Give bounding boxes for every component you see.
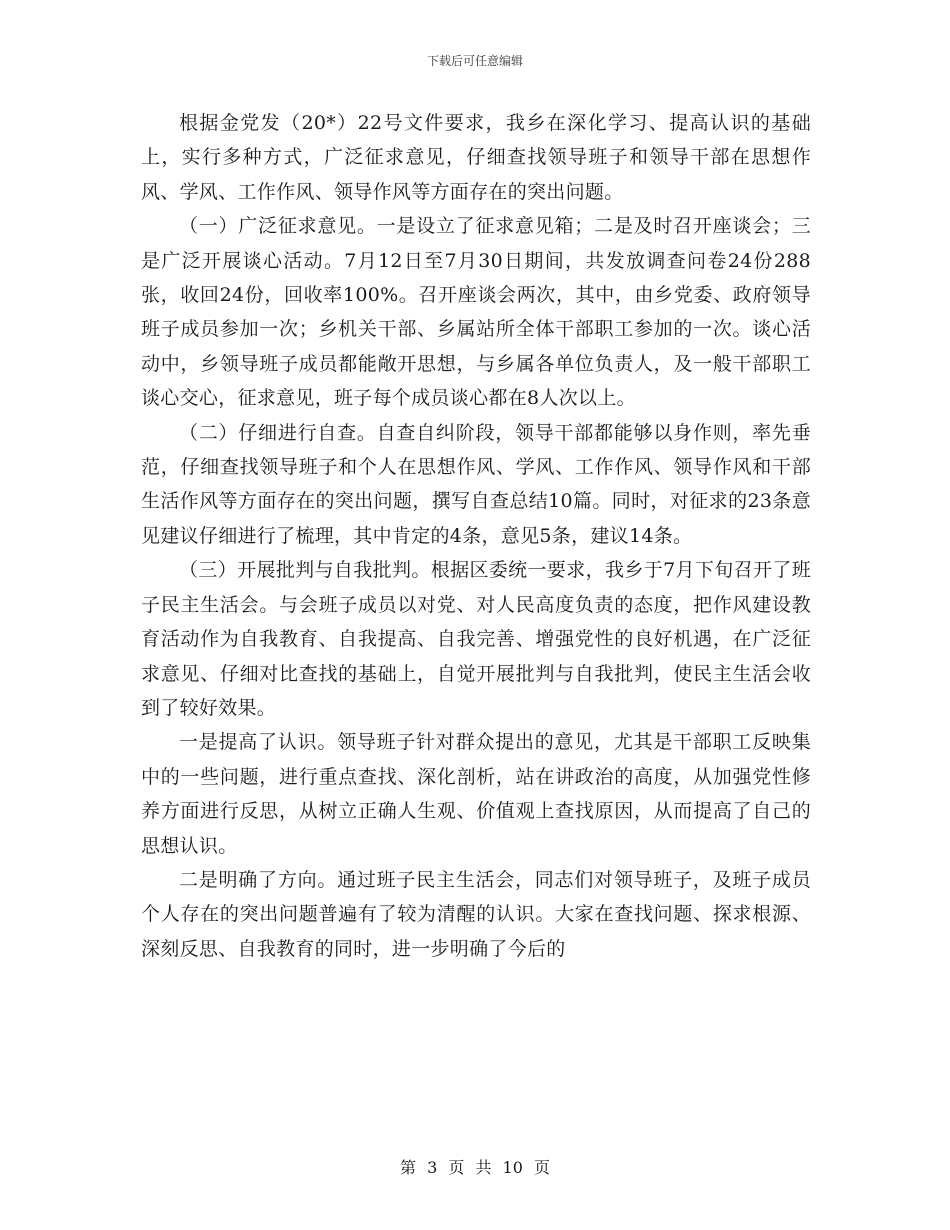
paragraph-section-2: （二）仔细进行自查。自查自纠阶段，领导干部都能够以身作则，率先垂范，仔细查找领导班子和个人在思想作风、学风、工作作风、领导作风和干部生活作风等方面存在的突出问题，撰写自查总结10篇。同时，对征求的23条意见建议仔细进行了梳理，其中肯定的4条，意见5条，建议14条。 — [141, 421, 811, 547]
paragraph-point-2: 二是明确了方向。通过班子民主生活会，同志们对领导班子，及班子成员个人存在的突出问题普遍有了较为清醒的认识。大家在查找问题、探求根源、深刻反思、自我教育的同时，进一步明确了今后的 — [141, 868, 811, 960]
paragraph-intro: 根据金党发（20*）22号文件要求，我乡在深化学习、提高认识的基础上，实行多种方式，广泛征求意见，仔细查找领导班子和领导干部在思想作风、学风、工作作风、领导作风等方面存在的突出问题。 — [141, 112, 811, 203]
page-header: 下载后可任意编辑 — [426, 54, 523, 68]
document-body — [141, 106, 811, 966]
paragraph-section-1: （一）广泛征求意见。一是设立了征求意见箱；二是及时召开座谈会；三是广泛开展谈心活动。7月12日至7月30日期间，共发放调查问卷24份288张，收回24份，回收率100%。召开座谈会两次，其中，由乡党委、政府领导班子成员参加一次；乡机关干部、乡属站所全体干部职工参加的一次。谈心活动中，乡领导班子成员都能敞开思想，与乡属各单位负责人，及一般干部职工谈心交心，征求意见，班子每个成员谈心都在8人次以上。 — [141, 215, 811, 410]
paragraph-point-1: 一是提高了认识。领导班子针对群众提出的意见，尤其是干部职工反映集中的一些问题，进行重点查找、深化剖析，站在讲政治的高度，从加强党性修养方面进行反思，从树立正确人生观、价值观上查找原因，从而提高了自己的思想认识。 — [141, 731, 811, 857]
paragraph-section-3: （三）开展批判与自我批判。根据区委统一要求，我乡于7月下旬召开了班子民主生活会。与会班子成员以对党、对人民高度负责的态度，把作风建设教育活动作为自我教育、自我提高、自我完善、增强党性的良好机遇，在广泛征求意见、仔细对比查找的基础上，自觉开展批判与自我批判，使民主生活会收到了较好效果。 — [141, 559, 811, 719]
page-footer: 第 3 页 共 10 页 — [400, 1158, 550, 1177]
